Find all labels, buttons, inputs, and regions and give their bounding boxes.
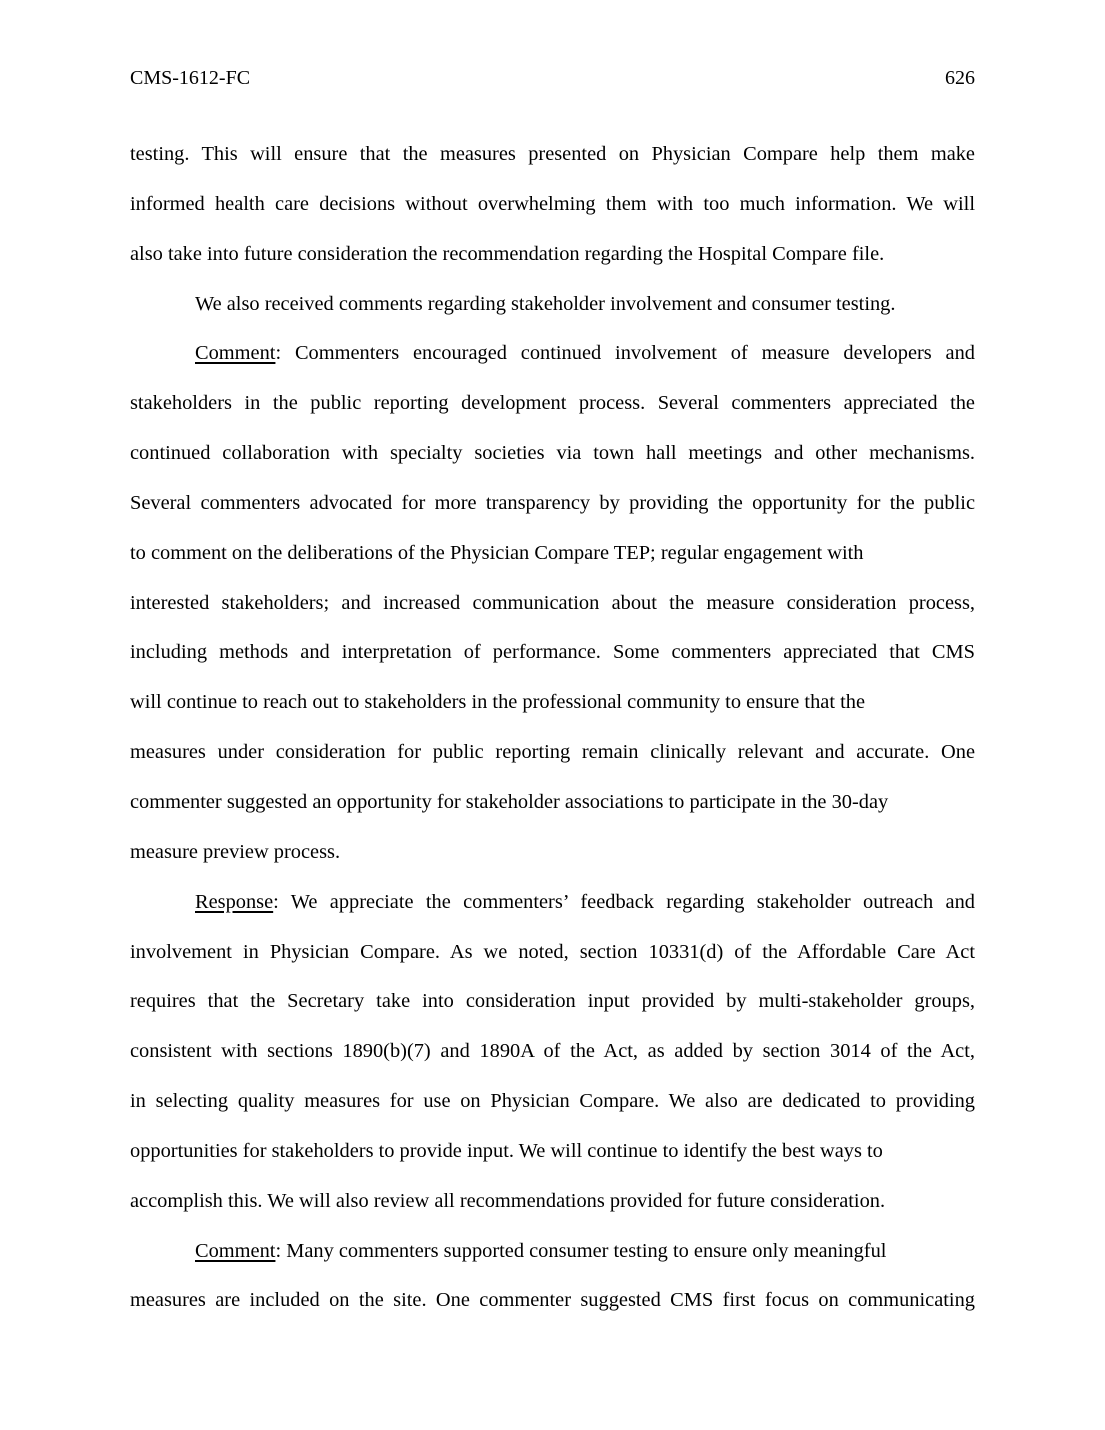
text-line: Comment: Commenters encouraged continued involvement of measure developers and <box>195 342 975 365</box>
body-text <box>130 130 975 1326</box>
text-line: informed health care decisions without overwhelming them with too much information. We will <box>130 192 975 215</box>
document-id: CMS-1612-FC <box>130 67 251 89</box>
text-line: measures are included on the site. One commenter suggested CMS first focus on communicating <box>130 1289 975 1312</box>
text-line: We also received comments regarding stakeholder involvement and consumer testing. <box>195 292 896 315</box>
comment-label: Comment <box>195 342 276 365</box>
text-line: Comment: Many commenters supported consumer testing to ensure only meaningful <box>195 1239 887 1262</box>
text-line: interested stakeholders; and increased communication about the measure consideration process, <box>130 591 975 614</box>
text-line: to comment on the deliberations of the Physician Compare TEP; regular engagement with <box>130 541 864 564</box>
text-line: stakeholders in the public reporting development process. Several commenters appreciated the <box>130 392 975 415</box>
comment-label: Comment <box>195 1239 276 1262</box>
text-line: requires that the Secretary take into consideration input provided by multi-stakeholder groups, <box>130 990 975 1013</box>
text-line: involvement in Physician Compare. As we noted, section 10331(d) of the Affordable Care Act <box>130 940 975 963</box>
text-line: Response: We appreciate the commenters’ feedback regarding stakeholder outreach and <box>195 890 975 913</box>
text-line: will continue to reach out to stakeholders in the professional community to ensure that the <box>130 691 866 714</box>
text-line: continued collaboration with specialty societies via town hall meetings and other mechanisms. <box>130 442 975 465</box>
text-line: Several commenters advocated for more transparency by providing the opportunity for the public <box>130 491 975 514</box>
text-line: measure preview process. <box>130 840 341 863</box>
text-line: consistent with sections 1890(b)(7) and 1890A of the Act, as added by section 3014 of the Act, <box>130 1040 975 1063</box>
text-line: including methods and interpretation of performance. Some commenters appreciated that CMS <box>130 641 975 664</box>
text-line: in selecting quality measures for use on Physician Compare. We also are dedicated to providing <box>130 1090 975 1113</box>
text-line: measures under consideration for public reporting remain clinically relevant and accurate. One <box>130 741 975 764</box>
response-label: Response <box>195 890 274 913</box>
page-number: 626 <box>945 67 975 89</box>
text-line: commenter suggested an opportunity for stakeholder associations to participate in the 30-day <box>130 790 889 813</box>
text-line: testing. This will ensure that the measures presented on Physician Compare help them make <box>130 143 975 165</box>
text-line: also take into future consideration the recommendation regarding the Hospital Compare file. <box>130 242 885 265</box>
text-line: opportunities for stakeholders to provide input. We will continue to identify the best ways to <box>130 1139 883 1162</box>
text-line: accomplish this. We will also review all recommendations provided for future consideration. <box>130 1189 886 1212</box>
